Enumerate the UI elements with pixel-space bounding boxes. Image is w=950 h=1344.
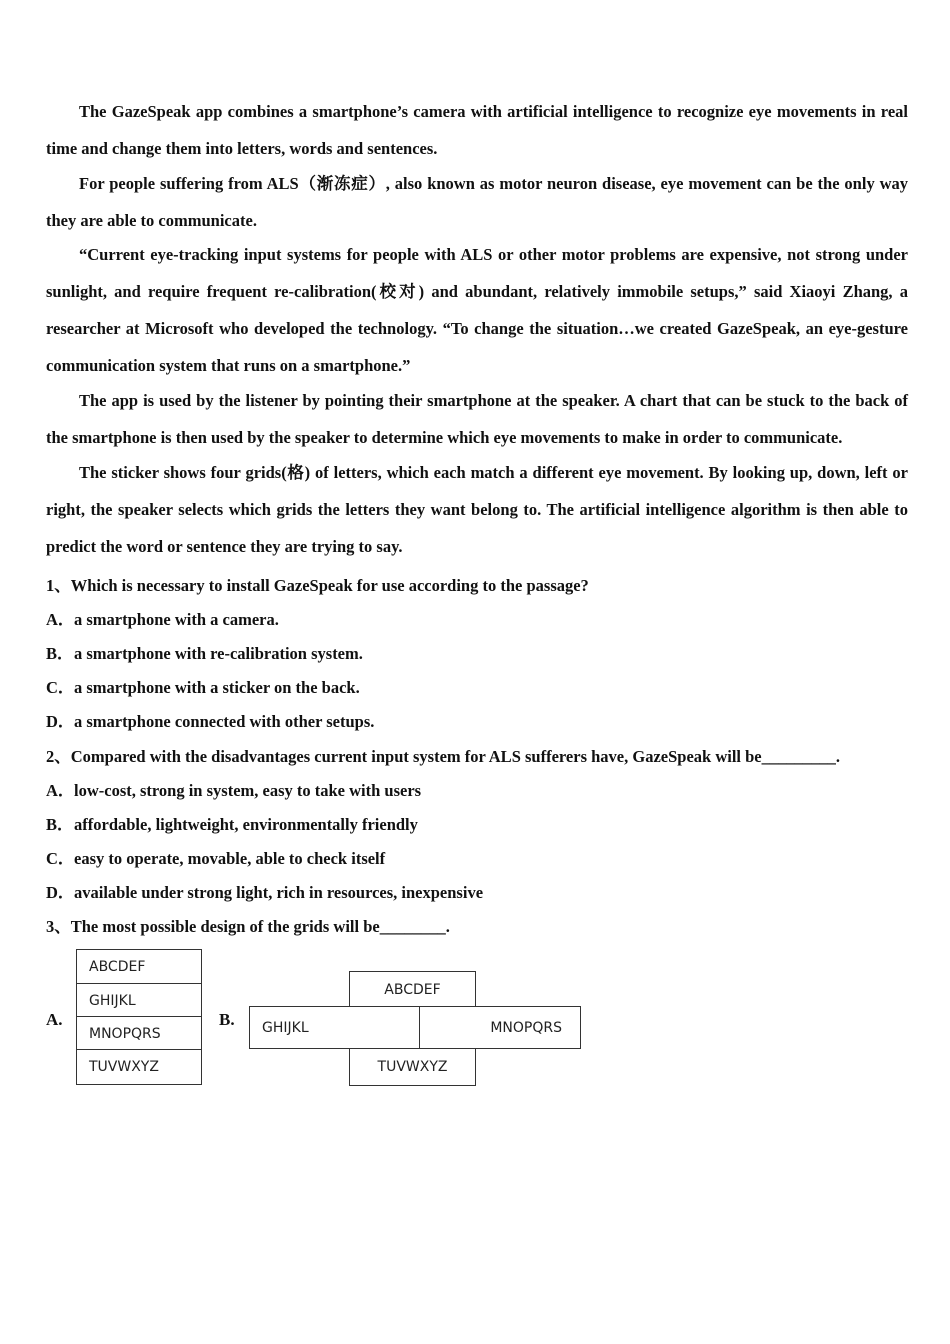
question-2-option-a[interactable]: [46, 777, 908, 801]
option-label: D．: [46, 883, 75, 902]
option-label: B．: [46, 644, 74, 663]
question-3-option-b-label[interactable]: B.: [219, 1010, 235, 1029]
option-text: easy to operate, movable, able to check itself: [74, 849, 386, 868]
grid-a-cell-text: ABCDEF: [89, 959, 146, 975]
option-label: D．: [46, 712, 75, 731]
question-1-option-c[interactable]: [46, 674, 908, 698]
question-3-option-a-label[interactable]: A.: [46, 1010, 63, 1029]
grid-b-cell-text: ABCDEF: [384, 981, 441, 998]
grid-b-left-cell: [249, 1006, 421, 1049]
passage-paragraph-5: The sticker shows four grids(格) of letters, which each match a different eye movement. By looking up, down, left or right, the speaker selects which grids the letters they want belong to. The artificial intelligence algorithm is then able to predict the word or sentence they are trying to say.: [46, 463, 908, 556]
grid-a-cell-3: [76, 1016, 202, 1051]
question-1-option-b[interactable]: [46, 640, 908, 664]
question-1-stem: 1、Which is necessary to install GazeSpeak for use according to the passage?: [46, 576, 589, 595]
option-text: affordable, lightweight, environmentally friendly: [74, 815, 418, 834]
question-2-option-b[interactable]: [46, 811, 908, 835]
grid-a-cell-text: MNOPQRS: [89, 1025, 161, 1042]
grid-a-cell-4: [76, 1049, 202, 1085]
passage-paragraph-3: “Current eye-tracking input systems for people with ALS or other motor problems are expensive, not strong under sunlight, and require frequent re-calibration(校对) and abundant, relatively immobile setups,” said Xiaoyi Zhang, a researcher at Microsoft who developed the technology. “To change the situation…we created GazeSpeak, an eye-gesture communication system that runs on a smartphone.”: [46, 245, 908, 375]
grid-a-cell-text: TUVWXYZ: [89, 1059, 159, 1075]
grid-b-up-cell: [349, 971, 476, 1008]
question-2-option-c[interactable]: [46, 845, 908, 869]
option-label: C．: [46, 849, 75, 868]
grid-a-cell-1: [76, 949, 202, 985]
option-label: A．: [46, 610, 75, 629]
option-label: C．: [46, 678, 75, 697]
option-text: a smartphone with a camera.: [74, 610, 279, 629]
grid-b-cell-text: TUVWXYZ: [377, 1059, 448, 1075]
question-1-option-d[interactable]: [46, 708, 908, 732]
grid-b-cell-text: MNOPQRS: [490, 1019, 562, 1036]
passage-paragraph-2: For people suffering from ALS（渐冻症）, also known as motor neuron disease, eye movement can be the only way they are able to communicate.: [46, 174, 908, 230]
option-text: a smartphone connected with other setups.: [74, 712, 375, 731]
question-2-stem: 2、Compared with the disadvantages current input system for ALS sufferers have, GazeSpeak will be_________.: [46, 747, 840, 766]
option-label: B．: [46, 815, 74, 834]
passage-paragraph-1: The GazeSpeak app combines a smartphone’s camera with artificial intelligence to recognize eye movements in real time and change them into letters, words and sentences.: [46, 102, 908, 158]
grid-b-down-cell: [349, 1048, 476, 1086]
grid-b-right-cell: [419, 1006, 581, 1049]
option-label: A．: [46, 781, 75, 800]
passage-paragraph-4: The app is used by the listener by pointing their smartphone at the speaker. A chart that can be stuck to the back of the smartphone is then used by the speaker to determine which eye movements to make in order to communicate.: [46, 391, 908, 447]
question-2-option-d[interactable]: [46, 879, 908, 903]
grid-b-cell-text: GHIJKL: [262, 1019, 309, 1036]
option-text: a smartphone with a sticker on the back.: [74, 678, 360, 697]
question-1-option-a[interactable]: [46, 606, 908, 630]
grid-a-cell-2: [76, 983, 202, 1018]
grid-a-cell-text: GHIJKL: [89, 992, 136, 1009]
option-text: a smartphone with re-calibration system.: [74, 644, 363, 663]
question-3-stem: 3、The most possible design of the grids will be________.: [46, 917, 450, 936]
option-text: low-cost, strong in system, easy to take with users: [74, 781, 422, 800]
option-text: available under strong light, rich in resources, inexpensive: [74, 883, 484, 902]
